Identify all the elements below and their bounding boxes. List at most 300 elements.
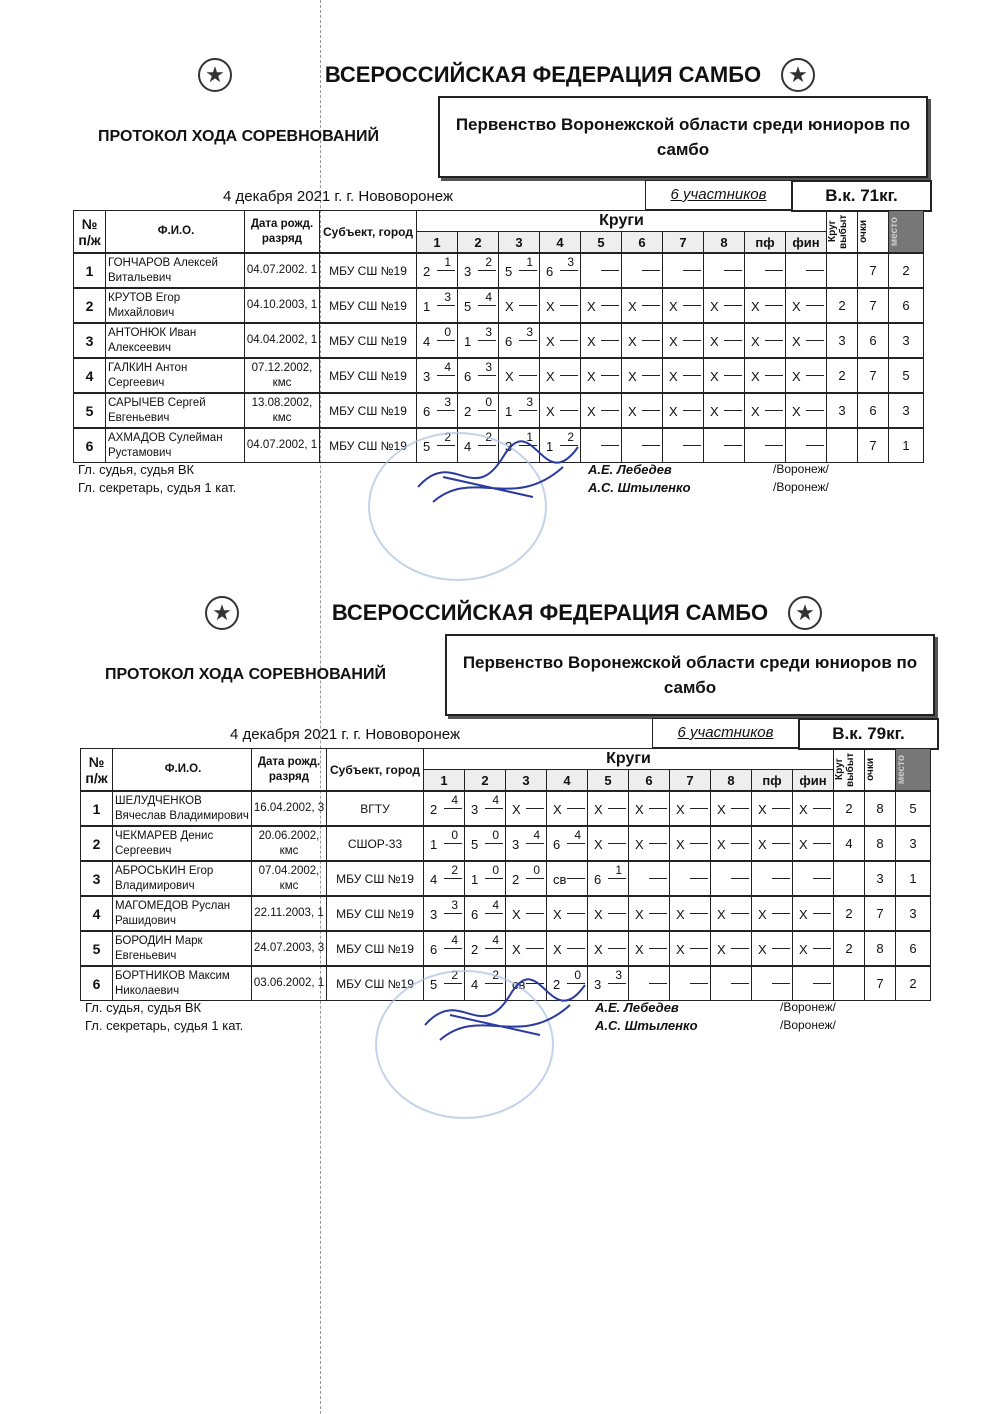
round-label: фин [786,232,827,254]
bout-score: 4 [492,933,499,947]
score-line [813,983,831,984]
round-cell [547,931,588,966]
bout-score: 3 [444,395,451,409]
opponent-number: 1 [423,299,431,314]
opponent-number: X [669,334,678,349]
score-line [724,445,742,446]
place: 3 [896,896,931,931]
bout-score: 3 [485,360,492,374]
round-cell [670,966,711,1001]
score-line [567,913,585,914]
points: 6 [858,393,889,428]
header-krug [827,211,858,254]
elimination-round: 2 [834,931,865,966]
score-line [806,340,824,341]
score-line [485,878,503,879]
score-line [765,410,783,411]
opponent-number: 2 [553,977,561,992]
points: 7 [865,966,896,1001]
participants-count: 6 участников [652,718,799,748]
protocol-71kg [73,62,953,592]
score-line [478,305,496,306]
bout-score: 4 [451,793,458,807]
round-cell [540,323,581,358]
round-cell [745,393,786,428]
round-cell [506,931,547,966]
score-line [642,410,660,411]
round-cell [704,323,745,358]
athlete-name: ГАЛКИН Антон Сергеевич [106,358,245,393]
score-line [478,375,496,376]
header-krug [834,749,865,792]
round-cell [670,791,711,826]
athlete-name: КРУТОВ Егор Михайлович [106,288,245,323]
round-cell [547,826,588,861]
header-points-label: очки [858,220,869,243]
points: 8 [865,791,896,826]
round-cell [581,428,622,463]
round-cell [786,358,827,393]
round-cell [752,861,793,896]
round-cell [588,931,629,966]
opponent-number: X [553,802,562,817]
round-cell [629,896,670,931]
round-cell [752,931,793,966]
subject-city: МБУ СШ №19 [320,288,417,323]
round-cell [786,428,827,463]
opponent-number: 5 [423,439,431,454]
opponent-number: X [676,802,685,817]
round-cell [752,896,793,931]
round-cell [465,826,506,861]
round-cell [458,323,499,358]
round-cell [547,861,588,896]
row-number: 2 [74,288,106,323]
score-line [601,410,619,411]
score-line [437,410,455,411]
score-line [649,983,667,984]
round-cell [581,288,622,323]
opponent-number: X [635,802,644,817]
opponent-number: X [792,299,801,314]
round-cell [629,966,670,1001]
athlete-name: АБРОСЬКИН Егор Владимирович [113,861,252,896]
elimination-round [827,253,858,288]
opponent-number: X [635,942,644,957]
round-cell [622,358,663,393]
round-cell [793,861,834,896]
score-line [485,913,503,914]
round-cell [622,393,663,428]
round-cell [465,791,506,826]
score-line [642,445,660,446]
bout-score: 2 [485,255,492,269]
round-cell [581,323,622,358]
round-cell [711,861,752,896]
athlete-name: ШЕЛУДЧЕНКОВ Вячеслав Владимирович [113,791,252,826]
opponent-number: X [710,404,719,419]
round-label: 4 [547,770,588,792]
score-line [683,410,701,411]
opponent-number: 6 [464,369,472,384]
round-cell [629,861,670,896]
date-place: 4 декабря 2021 г. г. Нововоронеж [223,188,454,205]
place: 3 [889,323,924,358]
round-cell [581,358,622,393]
round-cell [506,861,547,896]
score-line [772,983,790,984]
score-line [560,410,578,411]
round-cell [663,253,704,288]
star-emblem-icon: ★ [198,58,232,92]
score-line [806,375,824,376]
round-cell [745,253,786,288]
opponent-number: X [799,942,808,957]
round-cell [424,826,465,861]
elimination-round: 2 [827,288,858,323]
opponent-number: 5 [464,299,472,314]
elimination-round: 3 [827,323,858,358]
score-line [444,878,462,879]
score-line [601,305,619,306]
results-table [73,210,924,463]
score-line [731,948,749,949]
birth-date-rank: 04.07.2002, 1 [245,428,320,463]
row-number: 5 [74,393,106,428]
round-cell [745,288,786,323]
opponent-number: X [799,837,808,852]
athlete-name: САРЫЧЕВ Сергей Евгеньевич [106,393,245,428]
round-cell [663,428,704,463]
place: 5 [889,358,924,393]
points: 6 [858,323,889,358]
header-num: № п/ж [81,749,113,792]
round-cell [622,253,663,288]
opponent-number: 4 [423,334,431,349]
score-line [724,410,742,411]
opponent-number: X [676,837,685,852]
opponent-number: X [751,299,760,314]
opponent-number: 6 [553,837,561,852]
header-krug-label: Круг выбыт [834,752,856,787]
score-line [772,913,790,914]
subject-city: МБУ СШ №19 [327,966,424,1001]
opponent-number: 3 [594,977,602,992]
federation-title: ВСЕРОССИЙСКАЯ ФЕДЕРАЦИЯ САМБО [331,600,769,625]
score-line [608,948,626,949]
opponent-number: 1 [430,837,438,852]
opponent-number: X [628,369,637,384]
athlete-name: АХМАДОВ Сулейман Рустамович [106,428,245,463]
score-line [526,808,544,809]
opponent-number: 6 [546,264,554,279]
opponent-number: X [594,837,603,852]
points: 7 [858,253,889,288]
score-line [601,340,619,341]
score-line [608,983,626,984]
round-cell [629,826,670,861]
opponent-number: X [676,907,685,922]
round-cell [752,826,793,861]
signature [413,427,583,517]
opponent-number: X [505,299,514,314]
score-line [731,878,749,879]
judge-name: А.С. Штыленко [588,480,691,495]
opponent-number: X [717,802,726,817]
score-line [478,410,496,411]
points: 8 [865,826,896,861]
opponent-number: X [587,334,596,349]
round-cell [540,253,581,288]
score-line [813,913,831,914]
score-line [567,948,585,949]
header-fio: Ф.И.О. [106,211,245,254]
score-line [478,270,496,271]
round-cell [547,791,588,826]
table-row [81,896,931,931]
round-cell [704,358,745,393]
round-label: пф [752,770,793,792]
score-line [444,913,462,914]
bout-score: 0 [533,863,540,877]
table-row [81,931,931,966]
weight-category: В.к. 79кг. [798,718,939,750]
bout-score: 0 [444,325,451,339]
score-line [485,808,503,809]
place: 1 [889,428,924,463]
opponent-number: X [710,299,719,314]
elimination-round: 2 [827,358,858,393]
round-cell [458,358,499,393]
elimination-round: 4 [834,826,865,861]
opponent-number: X [635,837,644,852]
round-cell [417,358,458,393]
round-label: 2 [458,232,499,254]
judge-city: /Воронеж/ [780,1000,836,1014]
points: 7 [858,428,889,463]
score-line [806,445,824,446]
opponent-number: X [751,404,760,419]
opponent-number: X [587,369,596,384]
opponent-number: X [635,907,644,922]
round-cell [745,323,786,358]
judge-city: /Воронеж/ [780,1018,836,1032]
score-line [560,305,578,306]
opponent-number: 4 [464,439,472,454]
score-line [519,305,537,306]
score-line [724,305,742,306]
bout-score: 3 [526,395,533,409]
score-line [731,843,749,844]
row-number: 1 [81,791,113,826]
score-line [519,375,537,376]
round-cell [622,288,663,323]
round-label: 6 [622,232,663,254]
row-number: 6 [74,428,106,463]
bout-score: 1 [526,430,533,444]
round-cell [786,323,827,358]
round-label: 8 [704,232,745,254]
header-place-label: место [889,216,900,247]
round-cell [540,288,581,323]
place: 6 [896,931,931,966]
round-cell [622,428,663,463]
opponent-number: X [710,334,719,349]
score-line [437,305,455,306]
round-cell [704,253,745,288]
star-emblem-icon: ★ [781,58,815,92]
round-cell [752,791,793,826]
score-line [437,375,455,376]
opponent-number: X [594,802,603,817]
opponent-number: X [512,907,521,922]
score-line [444,843,462,844]
judge-name: А.Е. Лебедев [595,1000,679,1015]
judge-role: Гл. судья, судья ВК [78,462,195,477]
row-number: 4 [74,358,106,393]
results-table [80,748,931,1001]
score-line [608,878,626,879]
opponent-number: 6 [594,872,602,887]
row-number: 3 [81,861,113,896]
round-cell [581,253,622,288]
score-line [765,375,783,376]
round-cell [786,253,827,288]
round-cell [588,896,629,931]
table-row [81,791,931,826]
opponent-number: X [587,404,596,419]
score-line [601,375,619,376]
table-row [74,288,924,323]
athlete-name: БОРОДИН Марк Евгеньевич [113,931,252,966]
row-number: 5 [81,931,113,966]
score-line [444,808,462,809]
round-cell [417,253,458,288]
elimination-round: 3 [827,393,858,428]
score-line [478,340,496,341]
bout-score: 4 [574,828,581,842]
opponent-number: 1 [471,872,479,887]
round-cell [499,288,540,323]
round-cell [465,861,506,896]
score-line [724,270,742,271]
opponent-number: X [751,334,760,349]
table-row [74,358,924,393]
row-number: 6 [81,966,113,1001]
score-line [519,340,537,341]
score-line [642,375,660,376]
round-label: 5 [588,770,629,792]
bout-score: 3 [485,325,492,339]
header-row [74,211,924,232]
score-line [690,878,708,879]
round-cell [424,791,465,826]
round-cell [622,323,663,358]
opponent-number: X [628,299,637,314]
score-line [601,270,619,271]
header-krug-label: Круг выбыт [827,214,849,249]
opponent-number: X [717,942,726,957]
round-label: 1 [417,232,458,254]
opponent-number: 4 [471,977,479,992]
bout-score: 4 [485,290,492,304]
score-line [683,375,701,376]
athlete-name: БОРТНИКОВ Максим Николаевич [113,966,252,1001]
score-line [560,270,578,271]
score-line [690,983,708,984]
place: 6 [889,288,924,323]
event-title: Первенство Воронежской области среди юниоров по самбо [438,96,928,178]
place: 2 [889,253,924,288]
score-line [806,270,824,271]
round-cell [670,931,711,966]
table-row [81,826,931,861]
round-cell [424,931,465,966]
opponent-number: X [628,334,637,349]
score-line [813,808,831,809]
round-label: 3 [499,232,540,254]
bout-score: 3 [615,968,622,982]
score-line [806,410,824,411]
score-line [642,305,660,306]
round-cell [704,393,745,428]
score-line [601,445,619,446]
bout-score: 4 [444,360,451,374]
judge-role: Гл. судья, судья ВК [85,1000,202,1015]
score-line [683,340,701,341]
round-cell [540,358,581,393]
header-points-label: очки [865,758,876,781]
round-cell [786,393,827,428]
opponent-number: X [669,404,678,419]
header-points [865,749,896,792]
round-cell [465,896,506,931]
round-cell [424,896,465,931]
star-emblem-icon: ★ [788,596,822,630]
opponent-number: 3 [423,369,431,384]
opponent-number: X [717,837,726,852]
opponent-number: 1 [505,404,513,419]
opponent-number: X [587,299,596,314]
round-cell [465,931,506,966]
score-line [526,843,544,844]
subject-city: МБУ СШ №19 [320,253,417,288]
bout-score: 0 [574,968,581,982]
opponent-number: 6 [430,942,438,957]
opponent-number: X [758,837,767,852]
round-cell [417,288,458,323]
round-cell [670,896,711,931]
points: 7 [858,288,889,323]
round-cell [793,931,834,966]
athlete-name: АНТОНЮК Иван Алексеевич [106,323,245,358]
opponent-number: X [628,404,637,419]
bout-score: 3 [567,255,574,269]
round-cell [547,896,588,931]
header-dob: Дата рожд. разряд [245,211,320,254]
score-line [437,270,455,271]
opponent-number: X [546,299,555,314]
opponent-number: 3 [512,837,520,852]
elimination-round: 2 [834,896,865,931]
score-line [560,340,578,341]
place: 5 [896,791,931,826]
round-cell [711,966,752,1001]
round-label: 3 [506,770,547,792]
score-line [519,270,537,271]
header-place [896,749,931,792]
round-cell [588,966,629,1001]
